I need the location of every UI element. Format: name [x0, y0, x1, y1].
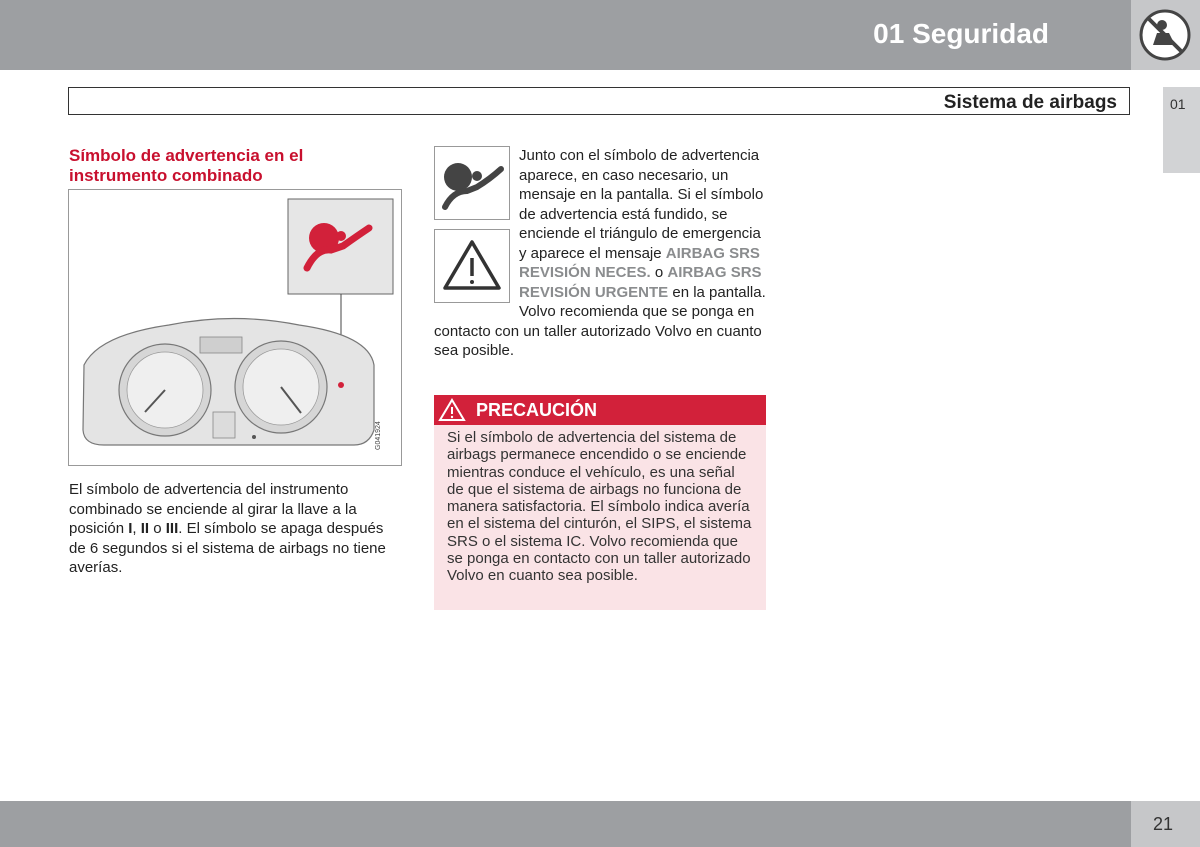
- section-heading: Símbolo de advertencia en el instrumento combinado: [69, 146, 304, 185]
- page-number: 21: [1153, 814, 1174, 834]
- right-paragraph: [434, 146, 767, 361]
- chapter-icon-box: [1131, 0, 1200, 70]
- display-message-2: AIRBAG SRS REVISIÓN URGENTE: [519, 264, 762, 301]
- page-number-box: [1131, 801, 1200, 847]
- sep: o: [149, 520, 166, 537]
- left-paragraph: [69, 480, 404, 578]
- footer-bar: [0, 801, 1131, 847]
- side-tab: [1163, 87, 1200, 173]
- right-paragraph-text: Junto con el símbolo de advertencia aparece, en caso necesario, un mensaje en la pantalla. Si el símbolo de advertencia está fundido, se enciende el triángulo de emergencia y aparece el mensaje: [519, 147, 764, 262]
- display-message-1: AIRBAG SRS REVISIÓN NECES.: [519, 244, 760, 281]
- position-ii: II: [140, 520, 150, 537]
- header-bar: [0, 0, 1131, 70]
- seatbelt-prohibited-icon: [1131, 0, 1200, 70]
- figure-code: G041924: [375, 421, 382, 450]
- left-paragraph-text: . El símbolo se apaga después de 6 segundos si el sistema de airbags no tiene averías.: [69, 520, 386, 576]
- left-paragraph-text: El símbolo de advertencia del instrumento combinado se enciende al girar la llave a la posición: [69, 481, 357, 537]
- caution-title: PRECAUCIÓN: [476, 400, 598, 420]
- position-iii: III: [165, 520, 179, 537]
- right-paragraph-text: o: [650, 264, 668, 281]
- caution-body: Si el símbolo de advertencia del sistema de airbags permanece encendido o se enciende mientras conduce el vehículo, es una señal de que el sistema de airbags no funciona de manera satisfactoria. El símbolo indica avería en el sistema del cinturón, el SIPS, el sistema SRS o el sistema IC. Volvo recomienda que se ponga en contacto con un taller autorizado Volvo en cuanto sea posible.: [434, 425, 766, 610]
- instrument-panel-illustration: [69, 190, 401, 465]
- section-bar: [68, 87, 1130, 115]
- section-title: Sistema de airbags: [943, 92, 1117, 113]
- sep: ,: [132, 520, 141, 537]
- caution-header: [434, 395, 766, 425]
- side-tab-label: 01: [1170, 96, 1186, 112]
- position-i: I: [128, 520, 133, 537]
- chapter-title: 01 Seguridad: [873, 18, 1049, 49]
- caution-triangle-icon: [437, 397, 467, 423]
- right-paragraph-text: en la pantalla. Volvo recomienda que se ponga en contacto con un taller autorizado Volvo en cuanto sea posible.: [434, 283, 766, 359]
- instrument-figure: [68, 189, 402, 466]
